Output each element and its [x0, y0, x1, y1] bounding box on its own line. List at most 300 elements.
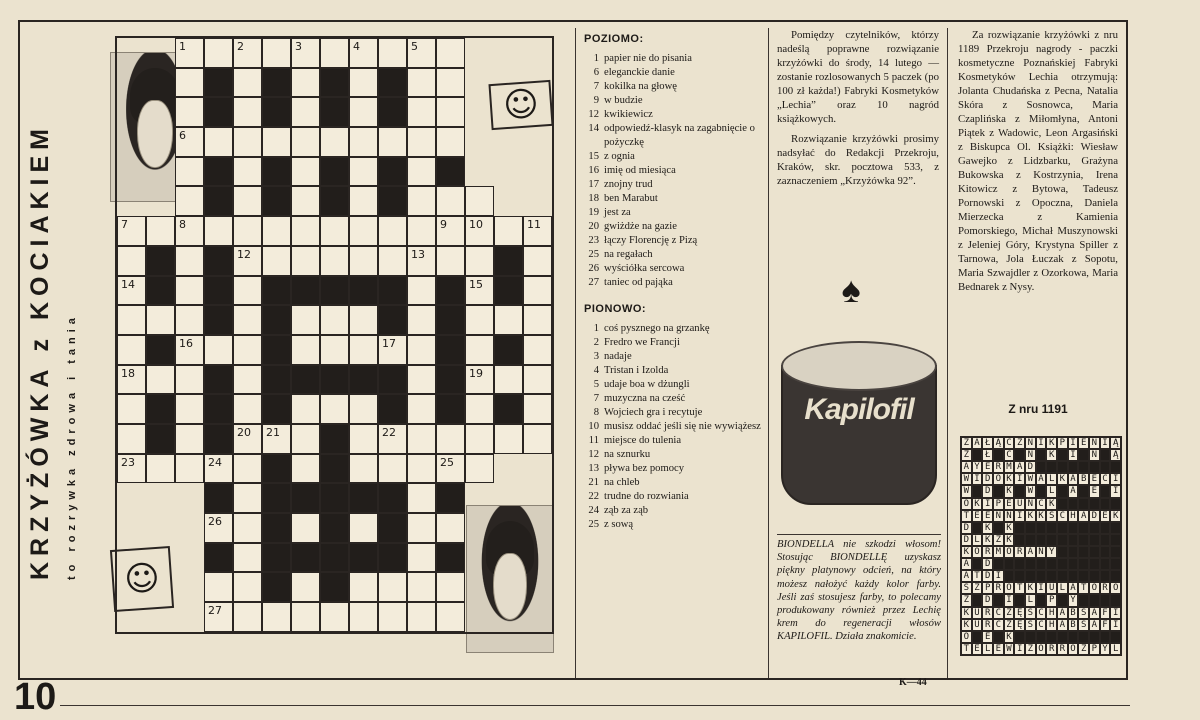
- grid-cell[interactable]: [407, 335, 436, 365]
- grid-cell[interactable]: [407, 394, 436, 424]
- grid-cell[interactable]: [407, 454, 436, 484]
- solution-letter: A: [1057, 607, 1068, 619]
- grid-blank: [465, 68, 494, 98]
- grid-cell[interactable]: [407, 68, 436, 98]
- clue-text: pływa bez pomocy: [604, 463, 685, 474]
- solution-black-cell: [1078, 631, 1089, 643]
- grid-cell[interactable]: [291, 97, 320, 127]
- grid-cell[interactable]: [407, 602, 436, 632]
- grid-cell[interactable]: [175, 276, 204, 306]
- grid-cell[interactable]: [291, 454, 320, 484]
- solution-letter: Z: [1014, 437, 1025, 449]
- grid-cell[interactable]: [233, 602, 262, 632]
- grid-blank: [494, 602, 523, 632]
- solution-black-cell: [1068, 631, 1079, 643]
- grid-cell[interactable]: [175, 246, 204, 276]
- solution-black-cell: [1036, 570, 1047, 582]
- clue-number: 20: [588, 221, 599, 232]
- crossword-grid: [115, 36, 554, 634]
- grid-cell[interactable]: [349, 157, 378, 187]
- grid-cell[interactable]: [320, 216, 349, 246]
- grid-cell[interactable]: [436, 97, 465, 127]
- grid-cell[interactable]: [436, 602, 465, 632]
- grid-black-cell: [262, 572, 291, 602]
- solution-letter: Z: [1004, 619, 1015, 631]
- grid-cell[interactable]: [523, 424, 552, 454]
- grid-cell[interactable]: [146, 305, 175, 335]
- grid-cell[interactable]: [175, 216, 204, 246]
- grid-cell[interactable]: [204, 602, 233, 632]
- grid-cell[interactable]: [465, 365, 494, 395]
- solution-black-cell: [1046, 631, 1057, 643]
- grid-cell[interactable]: [349, 454, 378, 484]
- clue-text: nadaje: [604, 351, 632, 362]
- solution-black-cell: [1068, 498, 1079, 510]
- grid-cell[interactable]: [175, 38, 204, 68]
- grid-cell[interactable]: [262, 602, 291, 632]
- solution-letter: L: [1110, 643, 1121, 655]
- grid-blank: [117, 127, 146, 157]
- grid-cell[interactable]: [349, 394, 378, 424]
- grid-cell[interactable]: [291, 394, 320, 424]
- grid-cell[interactable]: [175, 186, 204, 216]
- solution-letter: L: [1046, 473, 1057, 485]
- solution-black-cell: [1068, 461, 1079, 473]
- grid-cell[interactable]: [262, 424, 291, 454]
- grid-cell[interactable]: [146, 216, 175, 246]
- solution-black-cell: [1057, 485, 1068, 497]
- grid-blank: [175, 543, 204, 573]
- grid-cell[interactable]: [320, 305, 349, 335]
- grid-cell[interactable]: [175, 157, 204, 187]
- grid-black-cell: [320, 68, 349, 98]
- grid-cell[interactable]: [233, 335, 262, 365]
- solution-letter: N: [1089, 437, 1100, 449]
- grid-cell[interactable]: [233, 97, 262, 127]
- solution-letter: Ą: [993, 437, 1004, 449]
- grid-cell[interactable]: [233, 572, 262, 602]
- grid-cell[interactable]: [436, 246, 465, 276]
- grid-clue-number: 6: [179, 129, 186, 143]
- grid-cell[interactable]: [378, 454, 407, 484]
- grid-cell[interactable]: [204, 216, 233, 246]
- grid-cell[interactable]: [378, 424, 407, 454]
- grid-cell[interactable]: [204, 513, 233, 543]
- grid-cell[interactable]: [146, 454, 175, 484]
- grid-cell[interactable]: [436, 572, 465, 602]
- grid-cell[interactable]: [175, 68, 204, 98]
- solution-letter: C: [1036, 619, 1047, 631]
- solution-black-cell: [1036, 594, 1047, 606]
- solution-black-cell: [1089, 534, 1100, 546]
- clue-number: 2: [593, 337, 599, 348]
- clue-number: 27: [588, 277, 599, 288]
- grid-cell[interactable]: [175, 305, 204, 335]
- grid-cell[interactable]: [436, 454, 465, 484]
- solution-letter: A: [1068, 582, 1079, 594]
- solution-letter: U: [1046, 582, 1057, 594]
- grid-cell[interactable]: [320, 602, 349, 632]
- grid-cell[interactable]: [436, 127, 465, 157]
- clue-text: udaje boa w dżungli: [604, 379, 690, 390]
- grid-cell[interactable]: [349, 38, 378, 68]
- grid-cell[interactable]: [378, 572, 407, 602]
- grid-cell[interactable]: [291, 305, 320, 335]
- grid-cell[interactable]: [349, 186, 378, 216]
- grid-cell[interactable]: [233, 424, 262, 454]
- grid-cell[interactable]: [233, 186, 262, 216]
- grid-cell[interactable]: [117, 454, 146, 484]
- grid-cell[interactable]: [233, 38, 262, 68]
- clue-item: [584, 490, 765, 504]
- grid-black-cell: [320, 572, 349, 602]
- solution-black-cell: [1046, 522, 1057, 534]
- grid-blank: [494, 68, 523, 98]
- solution-letter: E: [982, 461, 993, 473]
- grid-cell[interactable]: [175, 365, 204, 395]
- clue-item: [584, 248, 765, 262]
- grid-cell[interactable]: [465, 454, 494, 484]
- grid-cell[interactable]: [262, 246, 291, 276]
- grid-cell[interactable]: [262, 38, 291, 68]
- grid-cell[interactable]: [291, 513, 320, 543]
- grid-black-cell: [378, 483, 407, 513]
- grid-cell[interactable]: [291, 246, 320, 276]
- grid-blank: [523, 483, 552, 513]
- grid-cell[interactable]: [378, 335, 407, 365]
- clue-text: wyściółka sercowa: [604, 263, 685, 274]
- solution-letter: T: [1014, 582, 1025, 594]
- clue-number: 8: [593, 407, 599, 418]
- grid-cell[interactable]: [407, 127, 436, 157]
- solution-black-cell: [1036, 522, 1047, 534]
- grid-blank: [494, 97, 523, 127]
- grid-cell[interactable]: [117, 216, 146, 246]
- grid-cell[interactable]: [494, 216, 523, 246]
- grid-clue-number: 13: [411, 247, 425, 261]
- grid-cell[interactable]: [291, 157, 320, 187]
- grid-cell[interactable]: [320, 127, 349, 157]
- solution-letter: B: [1078, 473, 1089, 485]
- grid-cell[interactable]: [494, 305, 523, 335]
- grid-cell[interactable]: [407, 365, 436, 395]
- clue-text: musisz oddać jeśli się nie wywiążesz: [604, 421, 761, 432]
- grid-cell[interactable]: [349, 127, 378, 157]
- solution-letter: K: [1004, 522, 1015, 534]
- grid-cell[interactable]: [233, 127, 262, 157]
- grid-black-cell: [378, 305, 407, 335]
- grid-cell[interactable]: [407, 157, 436, 187]
- solution-letter: B: [1068, 619, 1079, 631]
- solution-letter: I: [1110, 473, 1121, 485]
- grid-cell[interactable]: [407, 246, 436, 276]
- solution-letter: A: [1068, 473, 1079, 485]
- grid-cell[interactable]: [233, 157, 262, 187]
- grid-black-cell: [262, 365, 291, 395]
- grid-cell[interactable]: [436, 68, 465, 98]
- grid-cell[interactable]: [233, 543, 262, 573]
- solution-black-cell: [1100, 594, 1111, 606]
- grid-clue-number: 14: [121, 277, 135, 291]
- solution-letter: A: [961, 461, 972, 473]
- grid-cell[interactable]: [117, 246, 146, 276]
- solution-letter: D: [982, 570, 993, 582]
- grid-cell[interactable]: [349, 513, 378, 543]
- solution-letter: Z: [1004, 607, 1015, 619]
- grid-black-cell: [320, 157, 349, 187]
- grid-cell[interactable]: [291, 572, 320, 602]
- grid-cell[interactable]: [349, 602, 378, 632]
- grid-cell[interactable]: [117, 335, 146, 365]
- grid-cell[interactable]: [523, 365, 552, 395]
- clue-text: z sową: [604, 519, 634, 530]
- solution-black-cell: [1057, 449, 1068, 461]
- clue-item: [584, 322, 765, 336]
- solution-letter: T: [961, 510, 972, 522]
- clue-number: 21: [588, 477, 599, 488]
- solution-letter: K: [1110, 510, 1121, 522]
- grid-clue-number: 3: [295, 40, 302, 53]
- grid-cell[interactable]: [204, 572, 233, 602]
- grid-cell[interactable]: [436, 513, 465, 543]
- grid-blank: [465, 513, 494, 543]
- grid-cell[interactable]: [349, 97, 378, 127]
- solution-letter: K: [1025, 510, 1036, 522]
- grid-cell[interactable]: [320, 38, 349, 68]
- grid-cell[interactable]: [117, 424, 146, 454]
- solution-black-cell: [972, 449, 983, 461]
- grid-cell[interactable]: [523, 335, 552, 365]
- grid-cell[interactable]: [465, 276, 494, 306]
- grid-cell[interactable]: [262, 216, 291, 246]
- grid-cell[interactable]: [436, 186, 465, 216]
- solution-letter: I: [982, 498, 993, 510]
- previous-solution-grid: [960, 436, 1122, 656]
- grid-cell[interactable]: [320, 335, 349, 365]
- grid-cell[interactable]: [146, 365, 175, 395]
- solution-letter: N: [1036, 546, 1047, 558]
- grid-cell[interactable]: [349, 246, 378, 276]
- grid-black-cell: [494, 335, 523, 365]
- grid-black-cell: [320, 513, 349, 543]
- grid-cell[interactable]: [407, 513, 436, 543]
- grid-black-cell: [320, 186, 349, 216]
- solution-letter: R: [993, 582, 1004, 594]
- grid-cell[interactable]: [175, 424, 204, 454]
- grid-cell[interactable]: [407, 216, 436, 246]
- grid-cell[interactable]: [117, 365, 146, 395]
- solution-letter: A: [1025, 546, 1036, 558]
- solution-black-cell: [1078, 570, 1089, 582]
- clue-item: [584, 276, 765, 290]
- grid-blank: [117, 513, 146, 543]
- grid-cell[interactable]: [320, 246, 349, 276]
- grid-cell[interactable]: [349, 424, 378, 454]
- solution-letter: A: [972, 437, 983, 449]
- solution-letter: D: [961, 534, 972, 546]
- grid-cell[interactable]: [436, 424, 465, 454]
- solution-letter: E: [972, 510, 983, 522]
- solution-black-cell: [1068, 570, 1079, 582]
- grid-cell[interactable]: [378, 216, 407, 246]
- solution-letter: I: [993, 570, 1004, 582]
- grid-cell[interactable]: [233, 216, 262, 246]
- grid-cell[interactable]: [349, 335, 378, 365]
- grid-cell[interactable]: [407, 38, 436, 68]
- grid-cell[interactable]: [291, 38, 320, 68]
- grid-cell[interactable]: [465, 394, 494, 424]
- solution-letter: D: [982, 473, 993, 485]
- grid-cell[interactable]: [233, 246, 262, 276]
- grid-cell[interactable]: [233, 454, 262, 484]
- clue-number: 16: [588, 165, 599, 176]
- grid-cell[interactable]: [117, 394, 146, 424]
- solution-letter: P: [993, 498, 1004, 510]
- grid-cell[interactable]: [349, 305, 378, 335]
- solution-black-cell: [993, 449, 1004, 461]
- clue-item: [584, 150, 765, 164]
- grid-cell[interactable]: [407, 97, 436, 127]
- grid-black-cell: [204, 157, 233, 187]
- grid-cell[interactable]: [262, 127, 291, 157]
- grid-cell[interactable]: [233, 513, 262, 543]
- grid-cell[interactable]: [233, 276, 262, 306]
- solution-black-cell: [1025, 534, 1036, 546]
- grid-cell[interactable]: [204, 127, 233, 157]
- grid-black-cell: [320, 365, 349, 395]
- solution-black-cell: [1057, 522, 1068, 534]
- grid-cell[interactable]: [204, 38, 233, 68]
- face-doodle-icon: ☺: [488, 80, 553, 130]
- grid-cell[interactable]: [465, 424, 494, 454]
- grid-cell[interactable]: [291, 602, 320, 632]
- grid-clue-number: 10: [469, 218, 483, 232]
- grid-cell[interactable]: [233, 305, 262, 335]
- grid-cell[interactable]: [523, 216, 552, 246]
- solution-letter: E: [972, 643, 983, 655]
- grid-cell[interactable]: [175, 97, 204, 127]
- grid-cell[interactable]: [291, 186, 320, 216]
- grid-black-cell: [262, 454, 291, 484]
- grid-cell[interactable]: [407, 305, 436, 335]
- solution-letter: N: [1025, 449, 1036, 461]
- grid-cell[interactable]: [465, 335, 494, 365]
- grid-cell[interactable]: [494, 424, 523, 454]
- grid-cell[interactable]: [523, 276, 552, 306]
- grid-cell[interactable]: [117, 305, 146, 335]
- grid-cell[interactable]: [175, 454, 204, 484]
- solution-black-cell: [1110, 534, 1121, 546]
- grid-cell[interactable]: [378, 602, 407, 632]
- grid-cell[interactable]: [349, 216, 378, 246]
- grid-cell[interactable]: [291, 68, 320, 98]
- grid-cell[interactable]: [320, 394, 349, 424]
- grid-cell[interactable]: [378, 38, 407, 68]
- grid-cell[interactable]: [175, 127, 204, 157]
- solution-black-cell: [1036, 461, 1047, 473]
- across-heading: POZIOMO:: [584, 33, 644, 45]
- grid-cell[interactable]: [465, 216, 494, 246]
- grid-cell[interactable]: [233, 68, 262, 98]
- grid-blank: [465, 127, 494, 157]
- grid-blank: [523, 38, 552, 68]
- grid-cell[interactable]: [204, 335, 233, 365]
- solution-letter: A: [1014, 461, 1025, 473]
- solution-letter: R: [982, 546, 993, 558]
- grid-cell[interactable]: [175, 394, 204, 424]
- solution-letter: Ł: [982, 449, 993, 461]
- grid-cell[interactable]: [407, 572, 436, 602]
- grid-cell[interactable]: [233, 365, 262, 395]
- grid-cell[interactable]: [233, 394, 262, 424]
- solution-letter: A: [961, 570, 972, 582]
- grid-clue-number: 4: [353, 40, 360, 53]
- solution-black-cell: [1089, 498, 1100, 510]
- grid-cell[interactable]: [494, 365, 523, 395]
- clue-text: jest za: [604, 207, 631, 218]
- grid-cell[interactable]: [436, 38, 465, 68]
- grid-clue-number: 15: [469, 277, 483, 291]
- solution-letter: I: [1014, 510, 1025, 522]
- grid-clue-number: 26: [208, 515, 222, 528]
- grid-black-cell: [436, 365, 465, 395]
- grid-cell[interactable]: [175, 335, 204, 365]
- grid-cell[interactable]: [465, 305, 494, 335]
- grid-cell[interactable]: [291, 127, 320, 157]
- grid-blank: [117, 186, 146, 216]
- solution-black-cell: [1078, 534, 1089, 546]
- grid-cell[interactable]: [233, 483, 262, 513]
- grid-cell[interactable]: [349, 572, 378, 602]
- grid-cell[interactable]: [349, 68, 378, 98]
- grid-blank: [175, 513, 204, 543]
- page-number: 10: [14, 676, 57, 718]
- grid-cell[interactable]: [523, 305, 552, 335]
- grid-cell[interactable]: [465, 186, 494, 216]
- grid-cell[interactable]: [291, 335, 320, 365]
- grid-cell[interactable]: [291, 424, 320, 454]
- solution-letter: Z: [1025, 643, 1036, 655]
- grid-cell[interactable]: [117, 276, 146, 306]
- solution-black-cell: [1014, 449, 1025, 461]
- grid-cell[interactable]: [523, 246, 552, 276]
- grid-cell[interactable]: [407, 543, 436, 573]
- grid-cell[interactable]: [407, 483, 436, 513]
- grid-cell[interactable]: [407, 186, 436, 216]
- grid-blank: [146, 68, 175, 98]
- clue-item: [584, 504, 765, 518]
- grid-cell[interactable]: [436, 216, 465, 246]
- grid-black-cell: [204, 276, 233, 306]
- grid-cell[interactable]: [378, 246, 407, 276]
- grid-cell[interactable]: [407, 276, 436, 306]
- grid-cell[interactable]: [407, 424, 436, 454]
- grid-black-cell: [378, 513, 407, 543]
- grid-cell[interactable]: [523, 394, 552, 424]
- grid-cell[interactable]: [204, 454, 233, 484]
- grid-black-cell: [378, 157, 407, 187]
- clue-number: 14: [588, 123, 599, 134]
- solution-black-cell: [1100, 498, 1111, 510]
- clue-number: 23: [588, 235, 599, 246]
- clue-item: [584, 66, 765, 80]
- solution-letter: H: [1046, 619, 1057, 631]
- grid-black-cell: [204, 97, 233, 127]
- grid-cell[interactable]: [291, 216, 320, 246]
- grid-cell[interactable]: [465, 246, 494, 276]
- grid-cell[interactable]: [378, 127, 407, 157]
- grid-black-cell: [204, 483, 233, 513]
